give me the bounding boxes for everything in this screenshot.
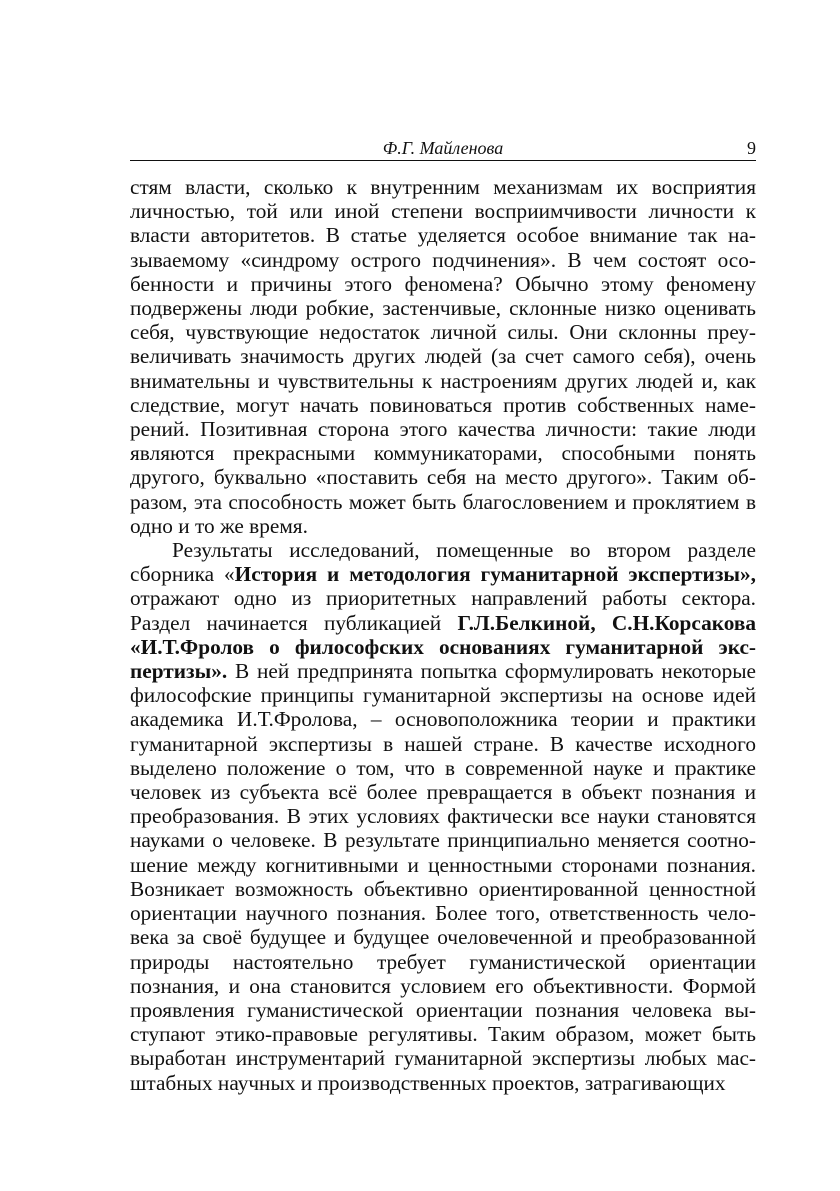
article-title: «И.Т.Фролов о философских основаниях гуманитарной экспертизы».: [130, 634, 756, 684]
paragraph-2-text-1: Результаты исследований, помещенные во втором разделе сборника «: [130, 538, 756, 587]
section-title: История и методология гуманитарной экспертизы»,: [234, 562, 756, 587]
paragraph-2-text-2: отражают одно из приоритетных направлений работы сектора. Раздел начинается публикацией: [130, 586, 756, 635]
paragraph-2: [130, 538, 756, 1095]
paragraph-2-text-3: В ней предпринята попытка сформулировать некоторые философские принципы гуманитарной экспертизы на основе идей академика И.Т.Фролова, – основоположника теории и практики гуманитарной экспертизы в нашей стране. В качестве исходного выделено положение о том, что в современной науке и практике человек из субъекта всё более превращается в объект познания и преобразования. В этих условиях фактически все науки становятся науками о человеке. В результате принципиально меняется соотношение между когнитивными и ценностными сторонами познания. Возникает возможность объективно ориентированной ценностной ориентации научного познания. Более того, ответственность человека за своё будущее и будущее очеловеченной и преобразованной природы настоятельно требует гуманистической ориентации познания, и она становится условием его объективности. Формой проявления гуманистической ориентации познания человека выступают этико-правовые регулятивы. Таким образом, может быть выработан инструментарий гуманитарной экспертизы любых масштабных научных и производственных проектов, затрагивающих: [130, 659, 756, 1095]
book-page: [130, 136, 756, 1095]
running-header: [130, 136, 756, 161]
running-head-author: Ф.Г. Майленова: [382, 138, 504, 158]
article-authors: Г.Л.Белкиной, С.Н.Корсакова: [457, 610, 756, 635]
paragraph-1: стям власти, сколько к внутренним механизмам их восприятия личностью, той или иной степени восприимчивости личности к власти авторитетов. В статье уделяется особое внимание так называемому «синдрому острого подчинения». В чем состоят особенности и причины этого феномена? Обычно этому феномену подвержены люди робкие, застенчивые, склонные низко оценивать себя, чувствующие недостаток личной силы. Они склонны преувеличивать значимость других людей (за счет самого себя), очень внимательны и чувствительны к настроениям других людей и, как следствие, могут начать повиноваться против собственных намерений. Позитивная сторона этого качества личности: такие люди являются прекрасными коммуникаторами, способными понять другого, буквально «поставить себя на место другого». Таким образом, эта способность может быть благословением и проклятием в одно и то же время.: [130, 175, 756, 538]
body-text: [130, 175, 756, 1095]
page-number: 9: [747, 138, 756, 158]
